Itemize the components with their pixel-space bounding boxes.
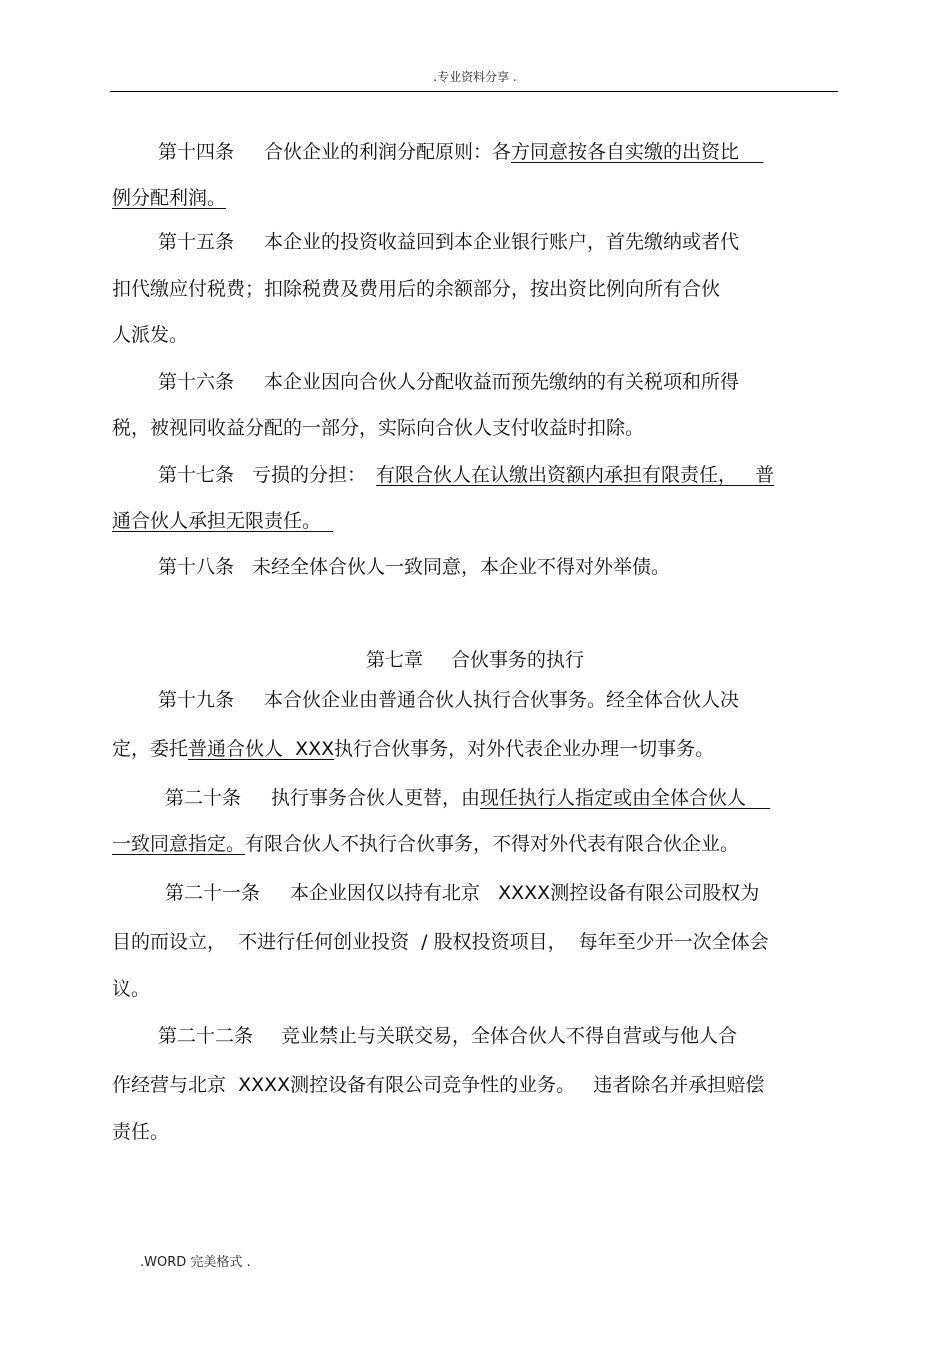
article-21-label: 第二十一条 — [165, 882, 261, 904]
chapter-heading — [0, 648, 950, 672]
article-19-label: 第十九条 — [158, 689, 235, 711]
article-15-line-3: 人派发。 — [112, 324, 189, 346]
article-20-line-1 — [165, 786, 770, 810]
article-22-line-2: 作经营与北京 XXXX测控设备有限公司竞争性的业务。 违者除名并承担赔偿 — [112, 1074, 765, 1096]
article-21-line-2: 目的而设立， 不进行任何创业投资 / 股权投资项目， 每年至少开一次全体会 — [112, 931, 769, 953]
article-19-line-2: 定，委托普通合伙人 XXX执行合伙事务，对外代表企业办理一切事务。 — [112, 738, 715, 760]
article-16-line-2: 税，被视同收益分配的一部分，实际向合伙人支付收益时扣除。 — [112, 417, 645, 439]
article-15-label: 第十五条 — [158, 231, 235, 253]
article-22-line-3: 责任。 — [112, 1121, 170, 1143]
article-22-line-1 — [158, 1024, 737, 1048]
article-17-label: 第十七条 — [158, 464, 235, 486]
article-15-line-2: 扣代缴应付税费；扣除税费及费用后的余额部分，按出资比例向所有合伙 — [112, 278, 721, 300]
article-14-underlined: 方同意按各自实缴的出资比 — [511, 141, 740, 163]
chapter-title: 合伙事务的执行 — [451, 649, 585, 671]
article-17-text: 亏损的分担： — [252, 464, 367, 486]
article-14-label: 第十四条 — [158, 141, 235, 163]
article-21-line-3: 议。 — [112, 978, 151, 1000]
article-15-text: 本企业的投资收益回到本企业银行账户，首先缴纳或者代 — [264, 231, 740, 253]
article-17-underlined: 有限合伙人在认缴出资额内承担有限责任， 普 — [376, 464, 775, 486]
article-21-text: 本企业因仅以持有北京 XXXX测控设备有限公司股权为 — [290, 882, 760, 904]
article-17-line-1 — [158, 463, 774, 487]
article-22-text: 竞业禁止与关联交易，全体合伙人不得自营或与他人合 — [281, 1025, 738, 1047]
article-22-label: 第二十二条 — [158, 1025, 254, 1047]
chapter-label: 第七章 — [365, 649, 423, 671]
article-20-underlined-cont: 一致同意指定。 — [112, 833, 246, 855]
article-16-text: 本企业因向合伙人分配收益而预先缴纳的有关税项和所得 — [264, 371, 740, 393]
article-14-line-2 — [112, 186, 226, 210]
article-21-line-1 — [165, 881, 759, 905]
article-14-underlined-cont: 例分配利润。 — [112, 187, 227, 209]
article-19-line-1 — [158, 688, 739, 712]
article-15-line-1 — [158, 230, 739, 254]
article-17-underlined-cont: 通合伙人承担无限责任。 — [112, 510, 322, 532]
page-footer: .WORD 完美格式 . — [140, 1255, 251, 1270]
article-16-line-1 — [158, 370, 739, 394]
article-18-text: 未经全体合伙人一致同意，本企业不得对外举债。 — [252, 556, 671, 578]
article-16-label: 第十六条 — [158, 371, 235, 393]
article-14-line-1 — [158, 140, 763, 164]
article-20-line-2: 一致同意指定。有限合伙人不执行合伙事务，不得对外代表有限合伙企业。 — [112, 833, 740, 855]
article-20-label: 第二十条 — [165, 787, 242, 809]
article-18-line-1 — [158, 555, 670, 579]
article-19-text: 本合伙企业由普通合伙人执行合伙事务。经全体合伙人决 — [264, 689, 740, 711]
article-14-text: 合伙企业的利润分配原则：各 — [264, 141, 512, 163]
header-divider — [110, 91, 838, 92]
page-header: .专业资料分享 . — [433, 70, 517, 84]
article-20-text: 执行事务合伙人更替，由 — [271, 787, 481, 809]
article-18-label: 第十八条 — [158, 556, 235, 578]
article-17-line-2 — [112, 509, 333, 533]
article-20-underlined: 现任执行人指定或由全体合伙人 — [480, 787, 747, 809]
article-19-underlined: 普通合伙人 XXX — [188, 738, 335, 760]
